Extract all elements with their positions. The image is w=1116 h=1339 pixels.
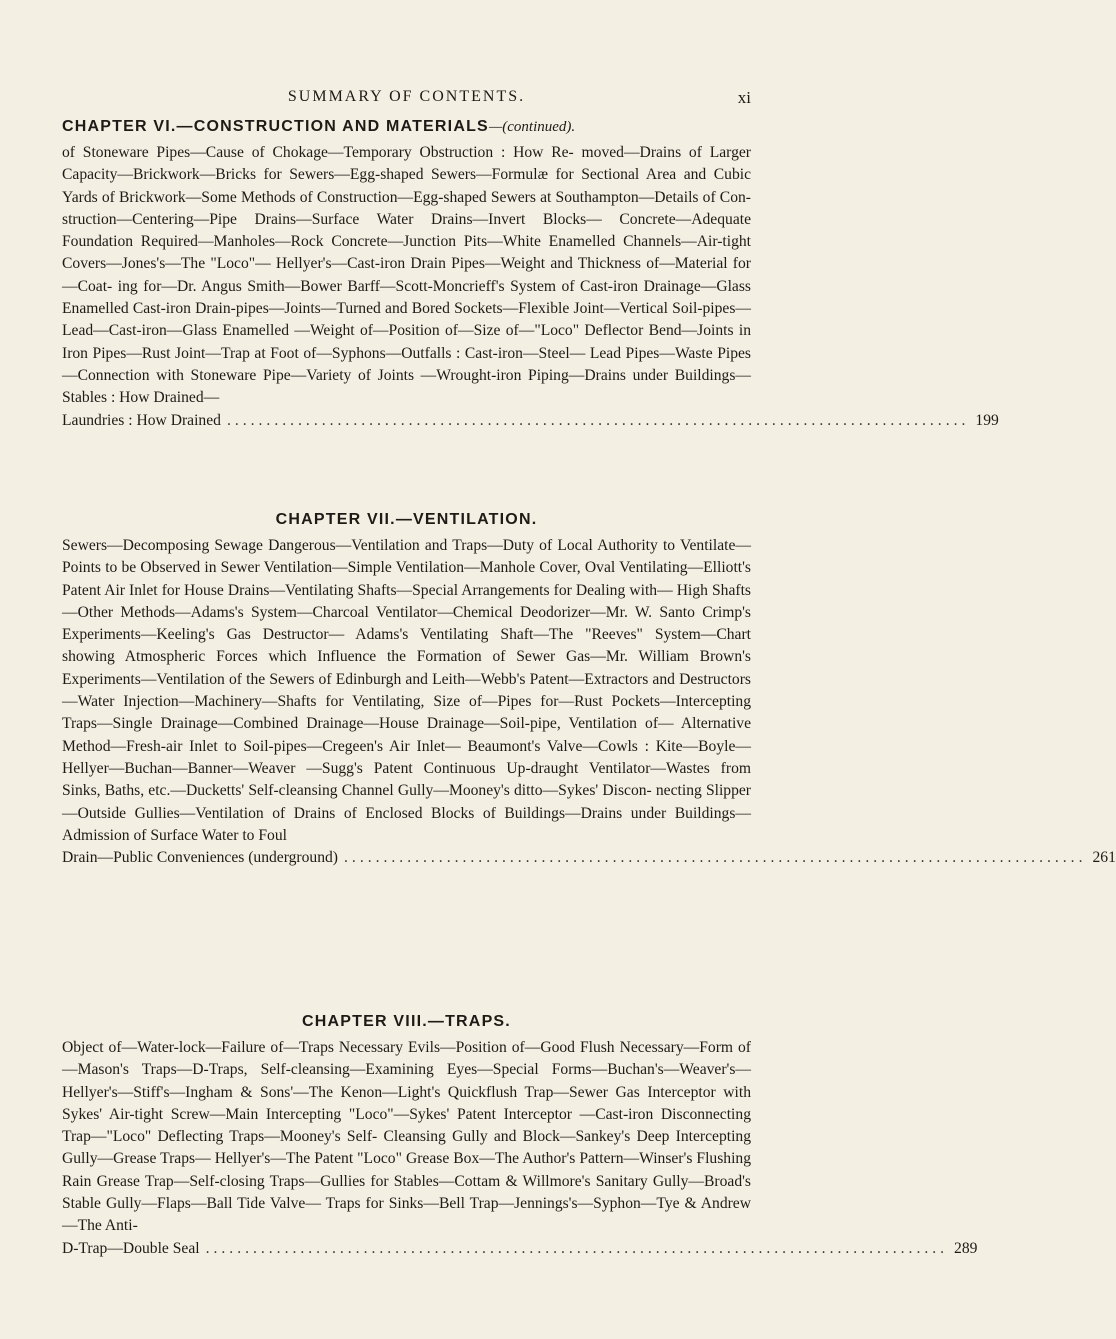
- chapter-summary: [62, 142, 999, 432]
- chapter-7-section: [62, 511, 1116, 869]
- page-reference: 199: [975, 411, 999, 429]
- chapter-heading: [62, 1013, 751, 1031]
- page-reference: 261: [1092, 849, 1116, 867]
- chapter-summary: [62, 1037, 978, 1260]
- summary-text: Sewers—Decomposing Sewage Dangerous—Ventilation and Traps—Duty of Local Authority to Ventilate—Points to be Observed in Sewer Ventilation—Simple Ventilation—Manhole Cover, Oval Ventilating—Elliott's Patent Air Inlet for House Drains—Ventilating Shafts—Special Arrangements for Dealing with— High Shafts—Other Methods—Adams's System—Charcoal Ventilator—Chemical Deodorizer—Mr. W. Santo Crimp's Experiments—Keeling's Gas Destructor— Adams's Ventilating Shaft—The "Reeves" System—Chart showing Atmospheric Forces which Influence the Formation of Sewer Gas—Mr. William Brown's Experiments—Ventilation of the Sewers of Edinburgh and Leith—Webb's Patent—Extractors and Destructors—Water Injection—Machinery—Shafts for Ventilating, Size of—Pipes for—Rust Pockets—Intercepting Traps—Single Drainage—Combined Drainage—House Drainage—Soil-pipe, Ventilation of— Alternative Method—Fresh-air Inlet to Soil-pipes—Cregeen's Air Inlet— Beaumont's Valve—Cowls : Kite—Boyle—Hellyer—Buchan—Banner—Weaver —Sugg's Patent Continuous Up-draught Ventilator—Wastes from Sinks, Baths, etc.—Ducketts' Self-cleansing Channel Gully—Mooney's ditto—Sykes' Discon- necting Slipper—Outside Gullies—Ventilation of Drains of Enclosed Blocks of Buildings—Drains under Buildings—Admission of Surface Water to Foul: [62, 537, 751, 844]
- summary-last-line: [62, 410, 999, 432]
- chapter-6-section: [62, 118, 999, 432]
- dot-leader: ..............................................................................................: [344, 849, 1087, 867]
- page-reference: 289: [954, 1239, 978, 1257]
- summary-text: of Stoneware Pipes—Cause of Chokage—Temporary Obstruction : How Re- moved—Drains of Larger Capacity—Brickwork—Bricks for Sewers—Egg-shaped Sewers—Formulæ for Sectional Area and Cubic Yards of Brickwork—Some Methods of Construction—Egg-shaped Sewers at Southampton—Details of Con- struction—Centering—Pipe Drains—Surface Water Drains—Invert Blocks— Concrete—Adequate Foundation Required—Manholes—Rock Concrete—Junction Pits—White Enamelled Channels—Air-tight Covers—Jones's—The "Loco"— Hellyer's—Cast-iron Drain Pipes—Weight and Thickness of—Material for—Coat- ing for—Dr. Angus Smith—Bower Barff—Scott-Moncrieff's System of Cast-iron Drainage—Glass Enamelled Cast-iron Drain-pipes—Joints—Turned and Bored Sockets—Flexible Joint—Vertical Soil-pipes—Lead—Cast-iron—Glass Enamelled —Weight of—Position of—Size of—"Loco" Deflector Bend—Joints in Iron Pipes—Rust Joint—Trap at Foot of—Syphons—Outfalls : Cast-iron—Steel— Lead Pipes—Waste Pipes—Connection with Stoneware Pipe—Variety of Joints —Wrought-iron Piping—Drains under Buildings—Stables : How Drained—: [62, 144, 751, 407]
- summary-last-text: Drain—Public Conveniences (underground): [62, 849, 339, 867]
- summary-last-line: [62, 847, 1116, 869]
- running-head: [62, 88, 751, 108]
- chapter-heading-text: CHAPTER VIII.—TRAPS.: [302, 1013, 511, 1030]
- chapter-heading-text: CHAPTER VI.—CONSTRUCTION AND MATERIALS: [62, 118, 489, 135]
- chapter-heading: [62, 511, 751, 529]
- summary-last-line: [62, 1238, 978, 1260]
- dot-leader: ..............................................................................................: [226, 411, 970, 429]
- chapter-summary: [62, 535, 1116, 869]
- chapter-heading-text: CHAPTER VII.—VENTILATION.: [275, 511, 538, 528]
- summary-text: Object of—Water-lock—Failure of—Traps Necessary Evils—Position of—Good Flush Necessary—Form of—Mason's Traps—D-Traps, Self-cleansing—Examining Eyes—Special Forms—Buchan's—Weaver's—Hellyer's—Stiff's—Ingham & Sons'—The Kenon—Light's Quickflush Trap—Sewer Gas Interceptor with Sykes' Air-tight Screw—Main Intercepting "Loco"—Sykes' Patent Interceptor —Cast-iron Disconnecting Trap—"Loco" Deflecting Traps—Mooney's Self- Cleansing Gully and Block—Sankey's Deep Intercepting Gully—Grease Traps— Hellyer's—The Patent "Loco" Grease Box—The Author's Pattern—Winser's Flushing Rain Grease Trap—Self-closing Traps—Gullies for Stables—Cottam & Willmore's Sanitary Gully—Broad's Stable Gully—Flaps—Ball Tide Valve— Traps for Sinks—Bell Trap—Jennings's—Syphon—Tye & Andrew—The Anti-: [62, 1039, 751, 1235]
- dot-leader: ..............................................................................................: [205, 1239, 949, 1257]
- chapter-8-section: [62, 1013, 978, 1260]
- summary-last-text: D-Trap—Double Seal: [62, 1239, 200, 1257]
- page-number: xi: [737, 88, 751, 107]
- summary-last-text: Laundries : How Drained: [62, 411, 221, 429]
- running-title: SUMMARY OF CONTENTS.: [287, 88, 526, 105]
- chapter-heading-suffix: —(continued).: [488, 119, 576, 135]
- chapter-heading: [62, 118, 751, 136]
